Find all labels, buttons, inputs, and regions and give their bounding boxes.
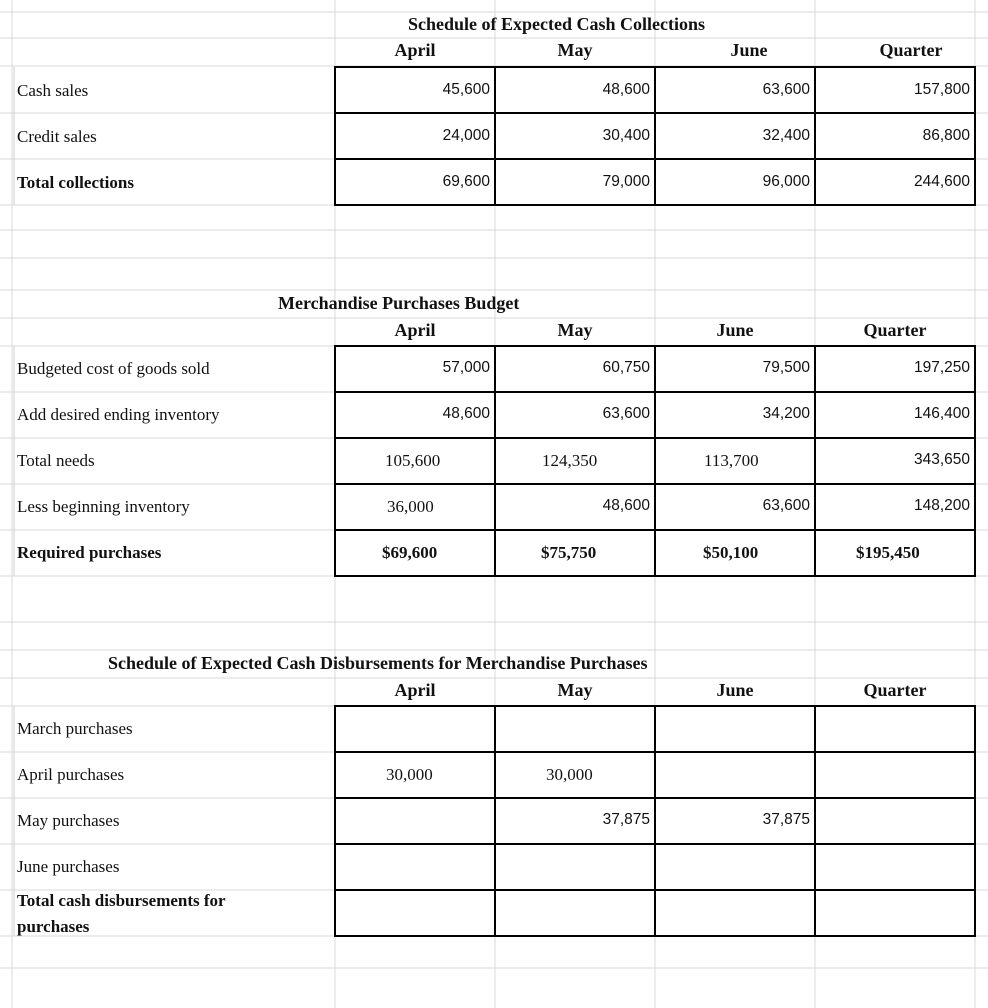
april-purchases-may[interactable]: 30,000 xyxy=(546,765,593,784)
cash-disbursements-title: Schedule of Expected Cash Disbursements for Merchandise Purchases xyxy=(108,653,648,673)
june-purchases-june[interactable] xyxy=(657,846,813,888)
cash-collections-header-april: April xyxy=(394,40,436,60)
disbursements-header-may: May xyxy=(557,680,593,700)
total-collections-may[interactable]: 79,000 xyxy=(602,173,650,190)
cash-sales-may[interactable]: 48,600 xyxy=(602,81,650,98)
total-needs-quarter[interactable]: 343,650 xyxy=(913,451,970,468)
row-label-required-purchases: Required purchases xyxy=(17,543,162,562)
cogs-april[interactable]: 57,000 xyxy=(442,359,490,376)
march-purchases-june[interactable] xyxy=(657,708,813,750)
may-purchases-may[interactable]: 37,875 xyxy=(602,811,650,828)
required-purchases-may[interactable]: $75,750 xyxy=(541,543,597,562)
june-purchases-may[interactable] xyxy=(497,846,653,888)
credit-sales-june[interactable]: 32,400 xyxy=(762,127,810,144)
credit-sales-may[interactable]: 30,400 xyxy=(602,127,650,144)
cogs-may[interactable]: 60,750 xyxy=(602,359,650,376)
total-collections-quarter[interactable]: 244,600 xyxy=(913,173,970,190)
cash-sales-april[interactable]: 45,600 xyxy=(442,81,490,98)
credit-sales-april[interactable]: 24,000 xyxy=(442,127,490,144)
april-purchases-april[interactable]: 30,000 xyxy=(386,765,433,784)
may-purchases-june[interactable]: 37,875 xyxy=(762,811,810,828)
may-purchases-quarter[interactable] xyxy=(817,800,973,842)
june-purchases-april[interactable] xyxy=(337,846,493,888)
april-purchases-june[interactable] xyxy=(657,754,813,796)
required-purchases-quarter[interactable]: $195,450 xyxy=(856,543,920,562)
cogs-june[interactable]: 79,500 xyxy=(762,359,810,376)
ending-inventory-quarter[interactable]: 146,400 xyxy=(913,405,970,422)
total-disbursements-april[interactable] xyxy=(337,892,493,934)
row-label-may-purchases: May purchases xyxy=(17,811,120,830)
march-purchases-april[interactable] xyxy=(337,708,493,750)
total-collections-april[interactable]: 69,600 xyxy=(442,173,490,190)
march-purchases-may[interactable] xyxy=(497,708,653,750)
row-label-credit-sales: Credit sales xyxy=(17,127,97,146)
row-label-cash-sales: Cash sales xyxy=(17,81,89,100)
beginning-inventory-june[interactable]: 63,600 xyxy=(762,497,810,514)
beginning-inventory-may[interactable]: 48,600 xyxy=(602,497,650,514)
required-purchases-june[interactable]: $50,100 xyxy=(703,543,759,562)
total-collections-june[interactable]: 96,000 xyxy=(762,173,810,190)
purchases-header-april: April xyxy=(394,320,436,340)
row-label-june-purchases: June purchases xyxy=(17,857,120,876)
ending-inventory-june[interactable]: 34,200 xyxy=(762,405,810,422)
total-needs-june[interactable]: 113,700 xyxy=(704,451,759,470)
purchases-header-quarter: Quarter xyxy=(863,320,927,340)
row-label-budgeted-cogs: Budgeted cost of goods sold xyxy=(17,359,210,378)
purchases-header-may: May xyxy=(557,320,593,340)
ending-inventory-april[interactable]: 48,600 xyxy=(442,405,490,422)
april-purchases-quarter[interactable] xyxy=(817,754,973,796)
cash-collections-header-may: May xyxy=(557,40,593,60)
row-label-march-purchases: March purchases xyxy=(17,719,133,738)
beginning-inventory-quarter[interactable]: 148,200 xyxy=(913,497,970,514)
row-label-ending-inventory: Add desired ending inventory xyxy=(17,405,220,424)
row-label-total-disbursements-line2: purchases xyxy=(17,917,90,936)
total-disbursements-june[interactable] xyxy=(657,892,813,934)
cash-sales-quarter[interactable]: 157,800 xyxy=(913,81,970,98)
cash-collections-header-quarter: Quarter xyxy=(879,40,943,60)
row-label-beginning-inventory: Less beginning inventory xyxy=(17,497,190,516)
june-purchases-quarter[interactable] xyxy=(817,846,973,888)
total-needs-may[interactable]: 124,350 xyxy=(542,451,598,470)
total-disbursements-may[interactable] xyxy=(497,892,653,934)
disbursements-header-june: June xyxy=(716,680,754,700)
cash-collections-header-june: June xyxy=(730,40,768,60)
disbursements-header-quarter: Quarter xyxy=(863,680,927,700)
row-label-total-disbursements-line1: Total cash disbursements for xyxy=(17,891,226,910)
row-label-total-collections: Total collections xyxy=(17,173,134,192)
purchases-header-june: June xyxy=(716,320,754,340)
beginning-inventory-april[interactable]: 36,000 xyxy=(387,497,434,516)
may-purchases-april[interactable] xyxy=(337,800,493,842)
required-purchases-april[interactable]: $69,600 xyxy=(382,543,438,562)
credit-sales-quarter[interactable]: 86,800 xyxy=(922,127,970,144)
ending-inventory-may[interactable]: 63,600 xyxy=(602,405,650,422)
total-needs-april[interactable]: 105,600 xyxy=(385,451,441,470)
purchases-budget-title: Merchandise Purchases Budget xyxy=(278,293,520,313)
row-label-april-purchases: April purchases xyxy=(17,765,125,784)
row-label-total-needs: Total needs xyxy=(17,451,95,470)
cash-collections-title: Schedule of Expected Cash Collections xyxy=(408,14,705,34)
cogs-quarter[interactable]: 197,250 xyxy=(913,359,970,376)
disbursements-header-april: April xyxy=(394,680,436,700)
cash-sales-june[interactable]: 63,600 xyxy=(762,81,810,98)
total-disbursements-quarter[interactable] xyxy=(817,892,973,934)
march-purchases-quarter[interactable] xyxy=(817,708,973,750)
